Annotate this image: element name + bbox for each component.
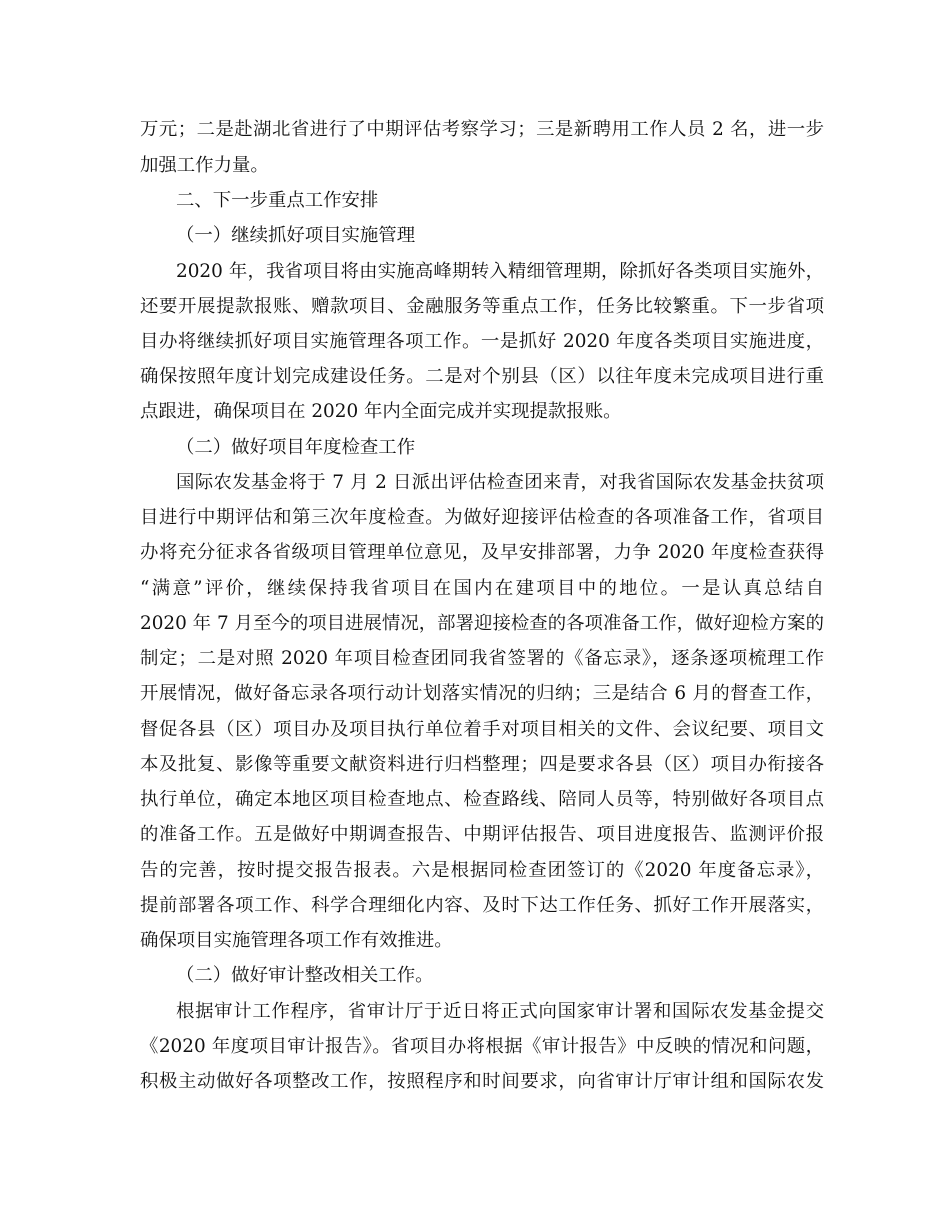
section-heading: 二、下一步重点工作安排 bbox=[176, 190, 379, 211]
paragraph-line: 的准备工作。五是做好中期调查报告、中期评估报告、项目进度报告、监测评价报 bbox=[140, 824, 824, 845]
paragraph-line: 目办将继续抓好项目实施管理各项工作。一是抓好 2020 年度各类项目实施进度， bbox=[140, 331, 824, 352]
subsection-heading: （二）做好审计整改相关工作。 bbox=[176, 965, 434, 986]
paragraph-line: 本及批复、影像等重要文献资料进行归档整理；四是要求各县（区）项目办衔接各 bbox=[140, 754, 824, 775]
paragraph-line: 开展情况，做好备忘录各项行动计划落实情况的归纳；三是结合 6 月的督查工作， bbox=[140, 683, 824, 704]
paragraph-line: 积极主动做好各项整改工作，按照程序和时间要求，向省审计厅审计组和国际农发 bbox=[140, 1071, 824, 1092]
paragraph-line: 2020 年，我省项目将由实施高峰期转入精细管理期，除抓好各类项目实施外， bbox=[176, 261, 824, 282]
subsection-heading: （一）继续抓好项目实施管理 bbox=[176, 225, 416, 246]
paragraph-line: 制定；二是对照 2020 年项目检查团同我省签署的《备忘录》，逐条逐项梳理工作 bbox=[140, 648, 824, 669]
paragraph-line: 执行单位，确定本地区项目检查地点、检查路线、陪同人员等，特别做好各项目点 bbox=[140, 789, 824, 810]
paragraph-line: 根据审计工作程序，省审计厅于近日将正式向国家审计署和国际农发基金提交 bbox=[176, 1001, 824, 1022]
paragraph-line: 2020 年 7 月至今的项目进展情况，部署迎接检查的各项准备工作，做好迎检方案的 bbox=[140, 613, 824, 634]
paragraph-line: 办将充分征求各省级项目管理单位意见，及早安排部署，力争 2020 年度检查获得 bbox=[140, 542, 824, 563]
paragraph-line: 加强工作力量。 bbox=[140, 155, 269, 176]
subsection-heading: （二）做好项目年度检查工作 bbox=[176, 437, 416, 458]
paragraph-line: 还要开展提款报账、赠款项目、金融服务等重点工作，任务比较繁重。下一步省项 bbox=[140, 296, 824, 317]
paragraph-line: 确保项目实施管理各项工作有效推进。 bbox=[140, 930, 453, 951]
paragraph-line: 目进行中期评估和第三次年度检查。为做好迎接评估检查的各项准备工作，省项目 bbox=[140, 507, 824, 528]
paragraph-line: “满意”评价，继续保持我省项目在国内在建项目中的地位。一是认真总结自 bbox=[140, 578, 824, 599]
paragraph-line: 点跟进，确保项目在 2020 年内全面完成并实现提款报账。 bbox=[140, 401, 622, 422]
paragraph-line: 确保按照年度计划完成建设任务。二是对个别县（区）以往年度未完成项目进行重 bbox=[140, 366, 824, 387]
paragraph-line: 提前部署各项工作、科学合理细化内容、及时下达工作任务、抓好工作开展落实， bbox=[140, 895, 824, 916]
paragraph-line: 国际农发基金将于 7 月 2 日派出评估检查团来青，对我省国际农发基金扶贫项 bbox=[176, 472, 824, 493]
paragraph-line: 督促各县（区）项目办及项目执行单位着手对项目相关的文件、会议纪要、项目文 bbox=[140, 719, 824, 740]
paragraph-line: 万元；二是赴湖北省进行了中期评估考察学习；三是新聘用工作人员 2 名，进一步 bbox=[140, 119, 824, 140]
paragraph-line: 告的完善，按时提交报告报表。六是根据同检查团签订的《2020 年度备忘录》， bbox=[140, 860, 824, 881]
paragraph-line: 《2020 年度项目审计报告》。省项目办将根据《审计报告》中反映的情况和问题， bbox=[140, 1036, 824, 1057]
